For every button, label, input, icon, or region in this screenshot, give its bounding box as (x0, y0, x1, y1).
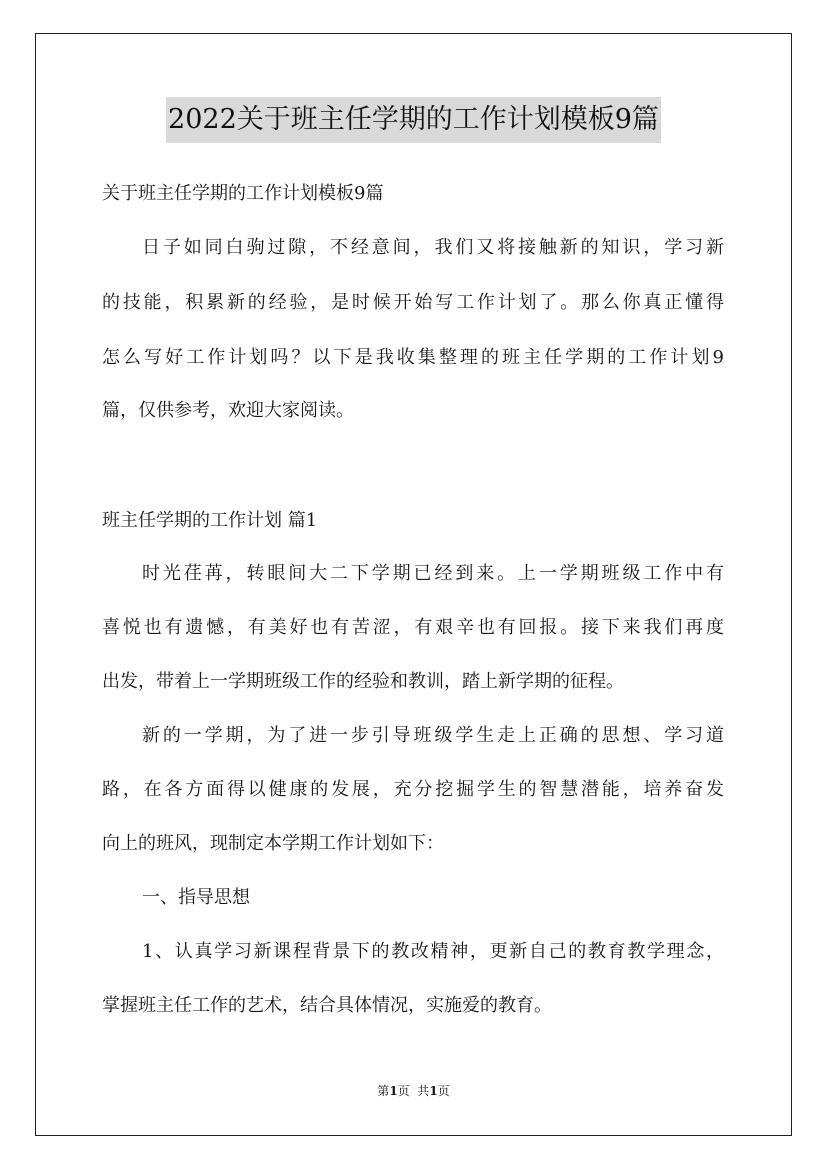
para1-line-2: 喜悦也有遗憾，有美好也有苦涩，有艰辛也有回报。接下来我们再度 (102, 617, 724, 638)
footer-page-number: 1 (389, 1084, 398, 1098)
document-subtitle: 关于班主任学期的工作计划模板9篇 (102, 183, 384, 204)
intro-line-1: 日子如同白驹过隙，不经意间，我们又将接触新的知识，学习新 (142, 237, 724, 258)
intro-line-2: 的技能，积累新的经验，是时候开始写工作计划了。那么你真正懂得 (102, 292, 724, 313)
footer-middle: 页 共 (397, 1084, 430, 1098)
footer-page-total: 1 (429, 1084, 438, 1098)
para2-line-1: 新的一学期，为了进一步引导班级学生走上正确的思想、学习道 (142, 725, 724, 746)
section-heading: 班主任学期的工作计划 篇1 (102, 510, 318, 531)
para2-line-3: 向上的班风，现制定本学期工作计划如下： (102, 833, 444, 854)
footer-suffix: 页 (437, 1084, 450, 1098)
document-title: 2022关于班主任学期的工作计划模板9篇 (166, 97, 661, 143)
page-footer (0, 1081, 827, 1101)
intro-line-3: 怎么写好工作计划吗？以下是我收集整理的班主任学期的工作计划9 (102, 347, 724, 368)
item1-line-1: 1、认真学习新课程背景下的教改精神，更新自己的教育教学理念， (142, 941, 724, 962)
para1-line-1: 时光荏苒，转眼间大二下学期已经到来。上一学期班级工作中有 (142, 563, 724, 584)
intro-line-4: 篇，仅供参考，欢迎大家阅读。 (102, 400, 354, 421)
item1-line-2: 掌握班主任工作的艺术，结合具体情况，实施爱的教育。 (102, 995, 552, 1016)
subheading: 一、指导思想 (142, 887, 250, 908)
footer-prefix: 第 (377, 1084, 390, 1098)
para2-line-2: 路，在各方面得以健康的发展，充分挖掘学生的智慧潜能，培养奋发 (102, 779, 724, 800)
para1-line-3: 出发，带着上一学期班级工作的经验和教训，踏上新学期的征程。 (102, 671, 624, 692)
title-container (0, 97, 827, 143)
